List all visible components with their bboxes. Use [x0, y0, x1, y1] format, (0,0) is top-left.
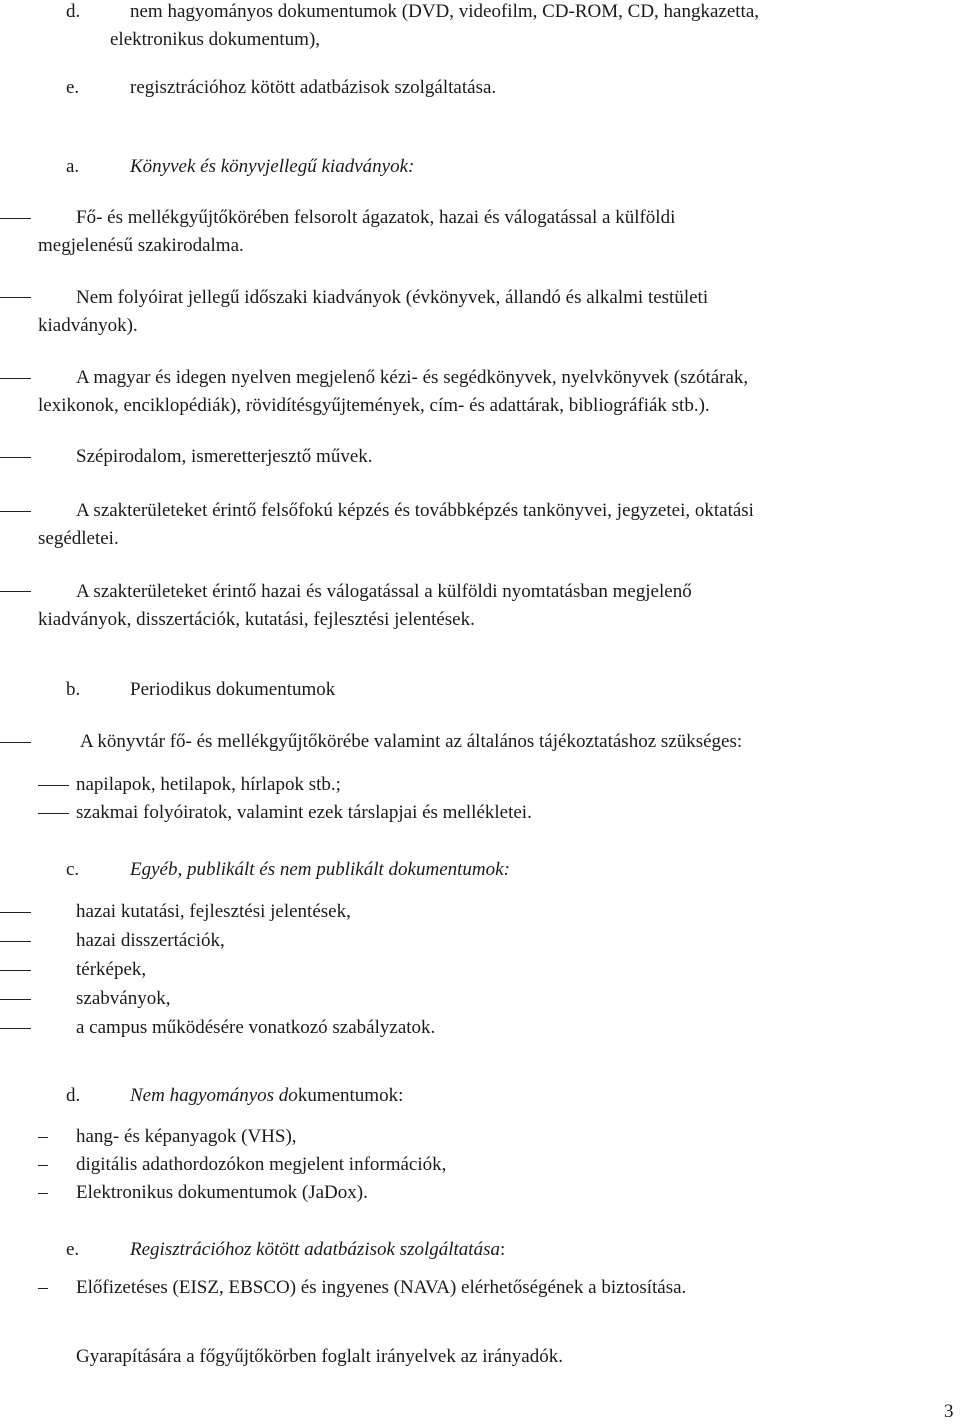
section-d-heading-rest: kumentumok:: [297, 1085, 404, 1106]
hyphen-bullet: [38, 1193, 48, 1194]
intro-letter-e: e.: [66, 77, 80, 98]
dash-bullet: [0, 511, 31, 512]
intro-letter-d: d.: [66, 1, 81, 22]
section-d-letter: d.: [66, 1085, 81, 1106]
section-a-item-5-line1: A szakterületeket érintő felsőfokú képzés és továbbképzés tankönyvei, jegyzetei, oktatási: [76, 500, 754, 521]
dash-bullet: [0, 742, 31, 743]
section-b-item-2: szakmai folyóiratok, valamint ezek társlapjai és mellékletei.: [76, 802, 532, 823]
section-a-item-2-line1: Nem folyóirat jellegű időszaki kiadványok (évkönyvek, állandó és alkalmi testületi: [76, 287, 709, 308]
section-a-item-2-line2: kiadványok).: [38, 315, 138, 336]
section-a-item-1-line1: Fő- és mellékgyűjtőkörében felsorolt ágazatok, hazai és válogatással a külföldi: [76, 207, 676, 228]
dash-bullet: [0, 970, 31, 971]
dash-bullet: [0, 218, 31, 219]
section-d-item-3: Elektronikus dokumentumok (JaDox).: [76, 1182, 368, 1203]
section-b-heading: Periodikus dokumentumok: [130, 679, 336, 700]
intro-item-d-line1: nem hagyományos dokumentumok (DVD, videofilm, CD-ROM, CD, hangkazetta,: [130, 1, 760, 22]
section-e-letter: e.: [66, 1239, 80, 1260]
hyphen-bullet: [38, 1165, 48, 1166]
section-a-item-1-line2: megjelenésű szakirodalma.: [38, 235, 244, 256]
section-a-item-5: [38, 497, 960, 553]
section-a-item-5-line2: segédletei.: [38, 528, 119, 549]
section-d-item-2: digitális adathordozókon megjelent információk,: [76, 1154, 447, 1175]
closing-sentence: Gyarapítására a főgyűjtőkörben foglalt irányelvek az irányadók.: [76, 1346, 563, 1367]
section-a-item-6: [38, 578, 960, 634]
section-a-item-4: Szépirodalom, ismeretterjesztő művek.: [76, 446, 373, 467]
dash-bullet: [0, 457, 31, 458]
dash-bullet: [0, 591, 31, 592]
section-e-heading-italic: Regisztrációhoz kötött adatbázisok szolgáltatása: [130, 1239, 500, 1260]
dash-bullet: [0, 999, 31, 1000]
dash-bullet: [0, 941, 31, 942]
dash-bullet: [0, 378, 31, 379]
hyphen-bullet: [38, 1288, 48, 1289]
dash-bullet: [0, 297, 31, 298]
dash-bullet: [38, 785, 69, 786]
section-c-item-2: hazai disszertációk,: [76, 930, 225, 951]
section-c-item-1: hazai kutatási, fejlesztési jelentések,: [76, 901, 351, 922]
section-a-item-2: [38, 284, 960, 340]
section-a-item-6-line1: A szakterületeket érintő hazai és válogatással a külföldi nyomtatásban megjelenő: [76, 581, 692, 602]
intro-item-d-line2: elektronikus dokumentum),: [110, 29, 321, 50]
section-a-item-6-line2: kiadványok, disszertációk, kutatási, fejlesztési jelentések.: [38, 609, 475, 630]
section-d-heading-italic: Nem hagyományos do: [130, 1085, 298, 1106]
section-e-heading: [130, 1236, 505, 1264]
section-e-item-1: Előfizetéses (EISZ, EBSCO) és ingyenes (NAVA) elérhetőségének a biztosítása.: [76, 1277, 687, 1298]
section-b-lead: A könyvtár fő- és mellékgyűjtőkörébe valamint az általános tájékoztatáshoz szükséges:: [80, 731, 743, 752]
page-number: 3: [944, 1401, 954, 1422]
section-c-letter: c.: [66, 859, 80, 880]
section-b-letter: b.: [66, 679, 81, 700]
section-a-heading: Könyvek és könyvjellegű kiadványok:: [130, 156, 415, 177]
section-a-letter: a.: [66, 156, 80, 177]
section-c-item-3: térképek,: [76, 959, 147, 980]
dash-bullet: [38, 813, 69, 814]
section-c-heading: Egyéb, publikált és nem publikált dokumentumok:: [130, 859, 510, 880]
dash-bullet: [0, 912, 31, 913]
section-a-item-3: [38, 364, 960, 420]
dash-bullet: [0, 1028, 31, 1029]
section-d-heading: [130, 1082, 403, 1110]
section-a-item-1: [38, 204, 960, 260]
intro-item-e: regisztrációhoz kötött adatbázisok szolgáltatása.: [130, 77, 497, 98]
section-b-item-1: napilapok, hetilapok, hírlapok stb.;: [76, 774, 341, 795]
hyphen-bullet: [38, 1137, 48, 1138]
section-c-item-5: a campus működésére vonatkozó szabályzatok.: [76, 1017, 436, 1038]
section-a-item-3-line1: A magyar és idegen nyelven megjelenő kézi- és segédkönyvek, nyelvkönyvek (szótárak,: [76, 367, 749, 388]
section-c-item-4: szabványok,: [76, 988, 171, 1009]
section-d-item-1: hang- és képanyagok (VHS),: [76, 1126, 297, 1147]
section-a-item-3-line2: lexikonok, enciklopédiák), rövidítésgyűjtemények, cím- és adattárak, bibliográfiák stb.).: [38, 395, 710, 416]
section-e-heading-rest: :: [499, 1239, 506, 1260]
